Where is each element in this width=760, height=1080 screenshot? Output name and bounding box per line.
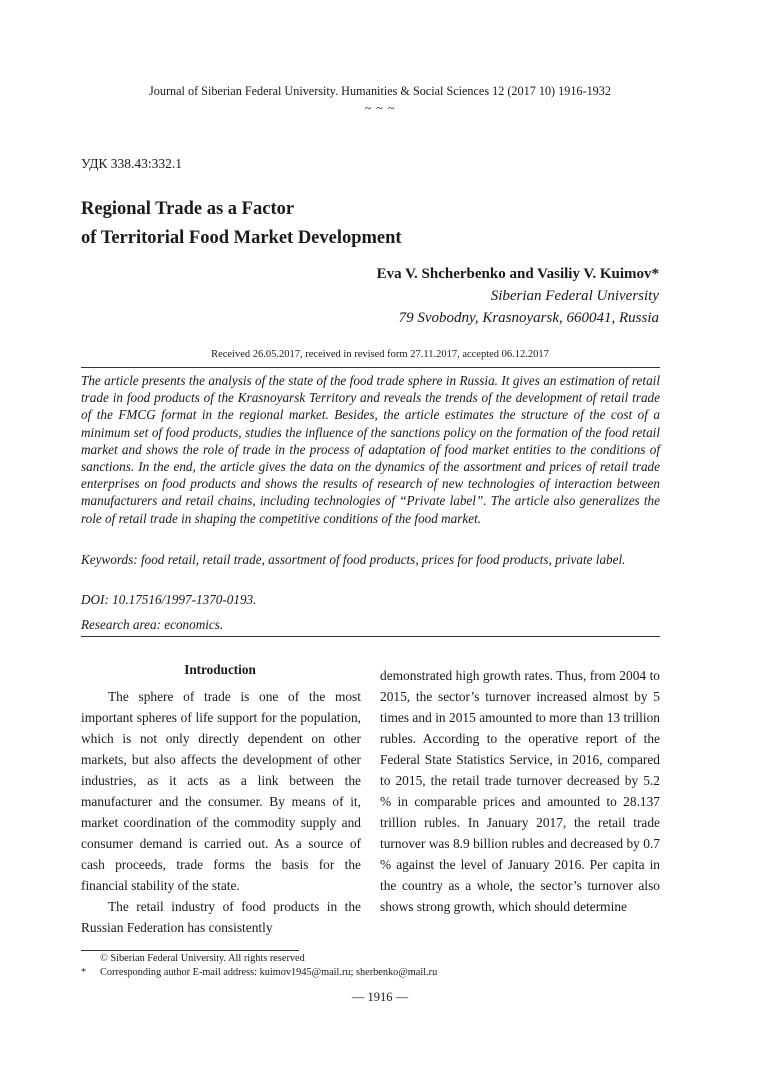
journal-header: Journal of Siberian Federal University. Humanities & Social Sciences 12 (2017 10) 1916-1932 [149, 84, 611, 98]
body-column-right [380, 665, 660, 917]
body-column-left [81, 686, 361, 938]
paper-title [81, 195, 402, 253]
paragraph: The sphere of trade is one of the most important spheres of life support for the population, which is not only directly dependent on other markets, but also affects the development of other industries, as it acts as a link between the manufacturer and the consumer. By means of it, market coordination of the commodity supply and consumer demand is carried out. As a source of cash proceeds, trade forms the basis for the financial stability of the state. [81, 689, 361, 893]
paragraph: The retail industry of food products in the Russian Federation has consistently [81, 899, 361, 935]
udk-code: УДК 338.43:332.1 [81, 156, 183, 171]
title-line-2: of Territorial Food Market Development [81, 228, 402, 248]
abstract-bottom-rule [81, 636, 660, 637]
research-area: Research area: economics. [81, 617, 224, 632]
section-heading-introduction: Introduction [184, 662, 256, 677]
footnote-rule [81, 950, 299, 951]
abstract: The article presents the analysis of the state of the food trade sphere in Russia. It gives an estimation of retail trade in food products of the Krasnoyarsk Territory and reveals the trends of the development of retail trade of the FMCG format in the regional market. Besides, the article estimates the structure of the cost of a minimum set of food products, studies the influence of the sanctions policy on the formation of the food retail market and shows the role of trade in the process of adaptation of food market entities to the conditions of sanctions. In the end, the article gives the data on the dynamics of the assortment and prices of retail trade enterprises on food products and shows the results of research of new technologies of interaction between manufacturers and retail chains, including technologies of “Private label”. The article also generalizes the role of retail trade in shaping the competitive conditions of the food market. [81, 373, 660, 526]
author-names: Eva V. Shcherbenko and Vasiliy V. Kuimov* [376, 266, 659, 282]
copyright-note: © Siberian Federal University. All rights reserved [100, 953, 305, 964]
received-dates: Received 26.05.2017, received in revised form 27.11.2017, accepted 06.12.2017 [211, 349, 549, 360]
header-ornament: ~ ~ ~ [364, 101, 396, 115]
author-affiliation: Siberian Federal University [490, 288, 659, 304]
abstract-top-rule [81, 367, 660, 368]
keywords: Keywords: food retail, retail trade, assortment of food products, prices for food products, private label. [81, 552, 626, 567]
doi: DOI: 10.17516/1997-1370-0193. [81, 592, 257, 607]
page-number: — 1916 — [351, 990, 409, 1004]
corresponding-author-note: Corresponding author E-mail address: kuimov1945@mail.ru; sherbenko@mail.ru [100, 967, 438, 978]
paragraph: demonstrated high growth rates. Thus, from 2004 to 2015, the sector’s turnover increased almost by 5 times and in 2015 amounted to more than 13 trillion rubles. According to the operative report of the Federal State Statistics Service, in 2016, compared to 2015, the retail trade turnover decreased by 5.2 % in comparable prices and amounted to 28.137 trillion rubles. In January 2017, the retail trade turnover was 8.9 billion rubles and decreased by 0.7 % against the level of January 2016. Per capita in the country as a whole, the sector’s turnover also shows strong growth, which should determine [380, 668, 660, 914]
title-line-1: Regional Trade as a Factor [81, 199, 295, 219]
author-address: 79 Svobodny, Krasnoyarsk, 660041, Russia [398, 310, 659, 326]
footnote-marker: * [81, 967, 87, 978]
